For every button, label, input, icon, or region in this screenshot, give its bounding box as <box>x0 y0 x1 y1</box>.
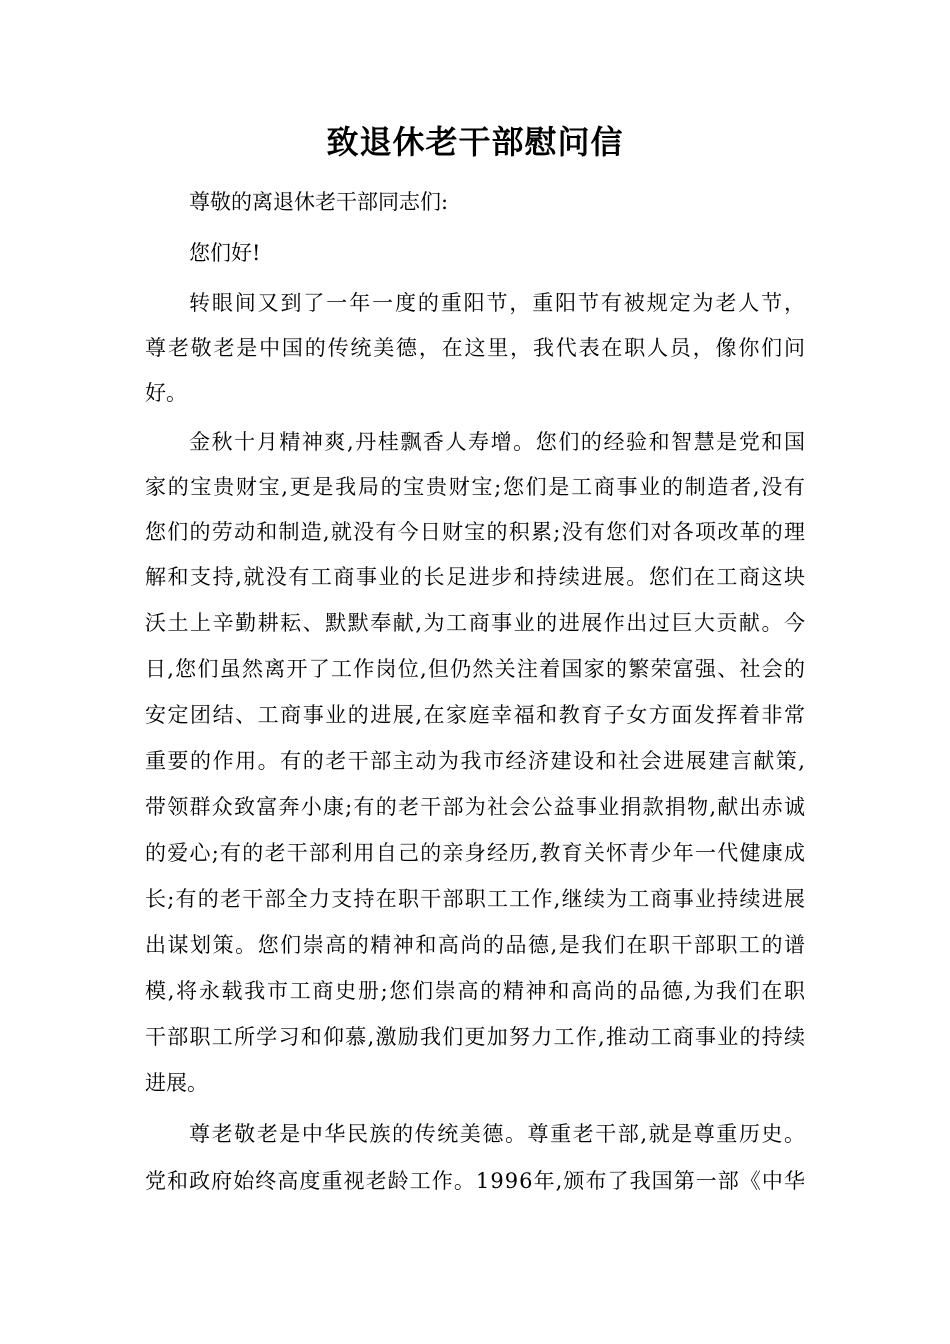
body-line: 好。 <box>145 381 187 405</box>
body-line: 带领群众致富奔小康;有的老干部为社会公益事业捐款捐物,献出赤诚 <box>145 795 807 819</box>
body-line: 尊老敬老是中华民族的传统美德。尊重老干部,就是尊重历史。 <box>189 1122 807 1146</box>
body-line: 您们的劳动和制造,就没有今日财宝的积累;没有您们对各项改革的理 <box>145 520 807 544</box>
body-line: 的爱心;有的老干部利用自己的亲身经历,教育关怀青少年一代健康成 <box>145 841 807 865</box>
body-line: 出谋划策。您们崇高的精神和高尚的品德,是我们在职干部职工的谱 <box>145 933 807 957</box>
body-line: 干部职工所学习和仰慕,激励我们更加努力工作,推动工商事业的持续 <box>145 1025 807 1049</box>
body-line: 党和政府始终高度重视老龄工作。1996年,颁布了我国第一部《中华 <box>145 1169 807 1193</box>
body-line: 长;有的老干部全力支持在职干部职工工作,继续为工商事业持续进展 <box>145 887 807 911</box>
body-line: 金秋十月精神爽,丹桂飘香人寿增。您们的经验和智慧是党和国 <box>189 430 807 454</box>
salutation: 尊敬的离退休老干部同志们: <box>189 190 449 214</box>
body-line: 尊老敬老是中国的传统美德，在这里，我代表在职人员，像你们问 <box>145 336 807 360</box>
body-line: 进展。 <box>145 1071 208 1095</box>
body-line: 日,您们虽然离开了工作岗位,但仍然关注着国家的繁荣富强、社会的 <box>145 657 807 681</box>
greeting: 您们好! <box>189 241 261 265</box>
body-line: 沃土上辛勤耕耘、默默奉献,为工商事业的进展作出过巨大贡献。今 <box>145 611 807 635</box>
body-line: 重要的作用。有的老干部主动为我市经济建设和社会进展建言献策, <box>145 749 807 773</box>
body-line: 安定团结、工商事业的进展,在家庭幸福和教育子女方面发挥着非常 <box>145 703 807 727</box>
body-line: 家的宝贵财宝,更是我局的宝贵财宝;您们是工商事业的制造者,没有 <box>145 475 807 499</box>
body-line: 模,将永载我市工商史册;您们崇高的精神和高尚的品德,为我们在职 <box>145 979 807 1003</box>
body-line: 解和支持,就没有工商事业的长足进步和持续进展。您们在工商这块 <box>145 565 807 589</box>
body-line: 转眼间又到了一年一度的重阳节，重阳节有被规定为老人节， <box>189 291 807 315</box>
document-title: 致退休老干部慰问信 <box>326 123 624 161</box>
